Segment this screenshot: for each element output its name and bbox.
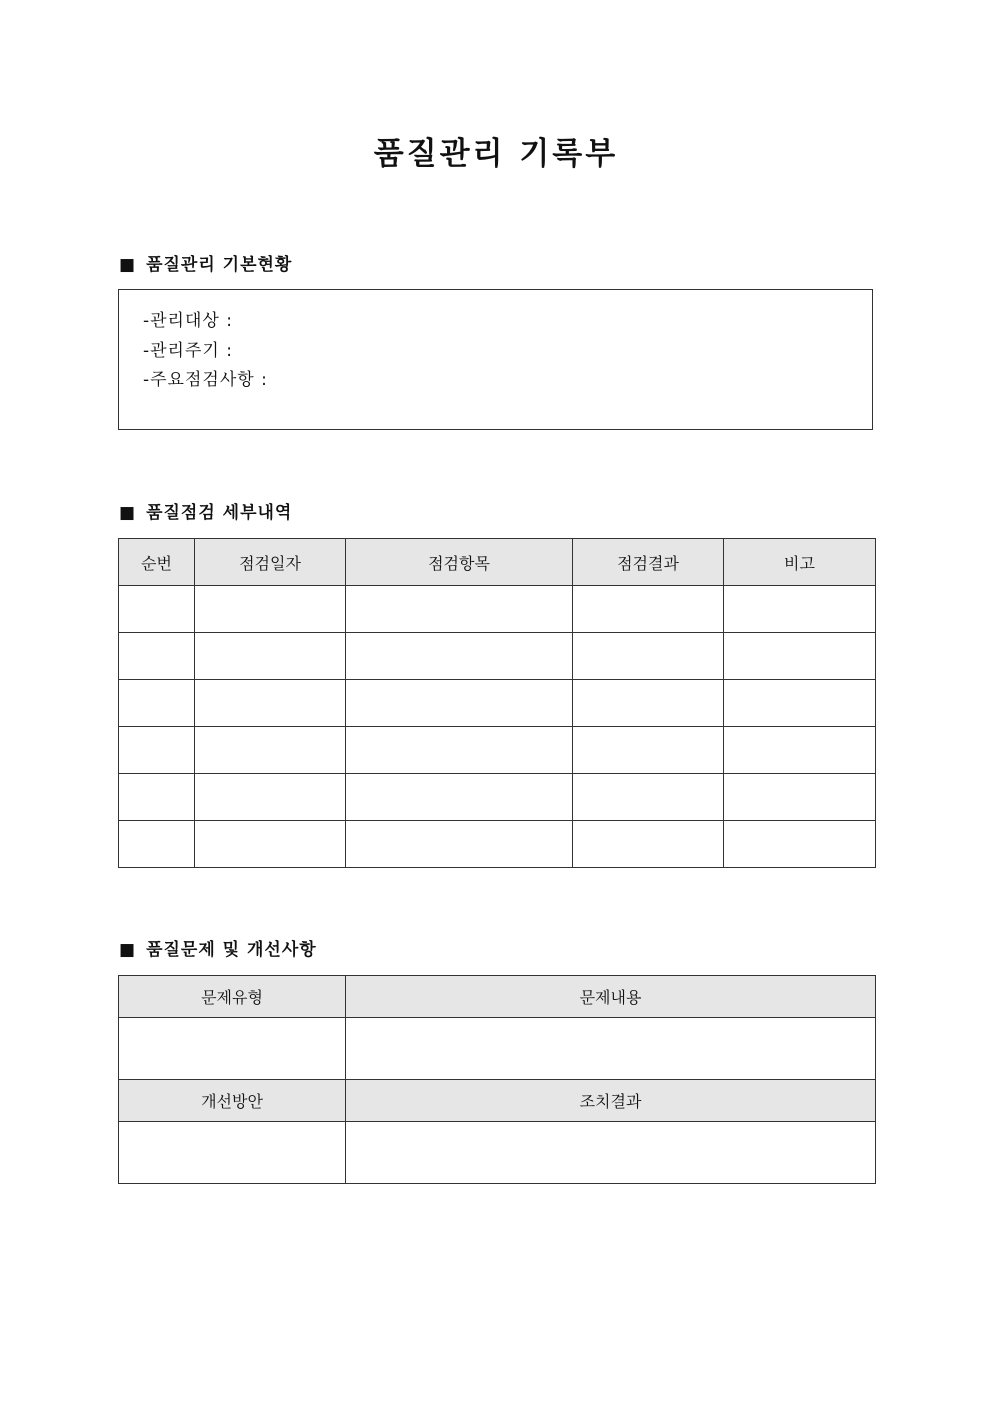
table-cell[interactable] <box>119 633 195 680</box>
column-header-number: 순번 <box>119 539 195 586</box>
info-line-target: -관리대상 : <box>143 311 233 331</box>
table-row <box>119 727 876 774</box>
table-cell[interactable] <box>724 727 876 774</box>
inspection-table <box>118 538 876 868</box>
table-cell[interactable] <box>119 680 195 727</box>
section-heading-basic-status <box>119 253 292 277</box>
table-cell[interactable] <box>724 633 876 680</box>
section-heading-text: 품질문제 및 개선사항 <box>146 940 317 960</box>
table-cell[interactable] <box>573 727 724 774</box>
table-cell[interactable] <box>195 633 346 680</box>
section-heading-inspection-details <box>119 501 292 525</box>
table-cell[interactable] <box>119 586 195 633</box>
table-row <box>119 586 876 633</box>
table-row <box>119 774 876 821</box>
table-cell[interactable] <box>346 586 573 633</box>
table-cell[interactable] <box>195 727 346 774</box>
table-cell[interactable] <box>346 821 573 868</box>
basic-status-box <box>118 289 873 430</box>
square-bullet-icon: ■ <box>119 255 137 275</box>
square-bullet-icon: ■ <box>119 940 137 960</box>
table-cell[interactable] <box>119 1122 346 1184</box>
table-cell[interactable] <box>346 1122 876 1184</box>
table-cell[interactable] <box>346 633 573 680</box>
info-line-cycle: -관리주기 : <box>143 340 233 361</box>
table-cell[interactable] <box>195 586 346 633</box>
section-heading-issues <box>119 938 317 962</box>
table-cell[interactable] <box>573 633 724 680</box>
document-title: 품질관리 기록부 <box>373 136 619 172</box>
table-header-row <box>119 539 876 586</box>
table-cell[interactable] <box>724 680 876 727</box>
table-row <box>119 633 876 680</box>
column-header-improvement-plan: 개선방안 <box>119 1080 346 1122</box>
column-header-action-result: 조치결과 <box>346 1080 876 1122</box>
column-header-date: 점검일자 <box>195 539 346 586</box>
section-heading-text: 품질점검 세부내역 <box>146 503 293 523</box>
column-header-issue-content: 문제내용 <box>346 976 876 1018</box>
info-line-key-items: -주요점검사항 : <box>143 370 268 390</box>
table-cell[interactable] <box>119 774 195 821</box>
column-header-remarks: 비고 <box>724 539 876 586</box>
table-row <box>119 1122 876 1184</box>
column-header-issue-type: 문제유형 <box>119 976 346 1018</box>
table-cell[interactable] <box>346 727 573 774</box>
table-cell[interactable] <box>724 774 876 821</box>
table-cell[interactable] <box>346 774 573 821</box>
square-bullet-icon: ■ <box>119 503 137 523</box>
table-cell[interactable] <box>119 727 195 774</box>
table-cell[interactable] <box>119 821 195 868</box>
column-header-result: 점검결과 <box>573 539 724 586</box>
column-header-item: 점검항목 <box>346 539 573 586</box>
table-cell[interactable] <box>724 586 876 633</box>
issues-table <box>118 975 876 1184</box>
table-row <box>119 1018 876 1080</box>
section-heading-text: 품질관리 기본현황 <box>146 255 293 275</box>
table-row <box>119 821 876 868</box>
table-cell[interactable] <box>195 680 346 727</box>
table-cell[interactable] <box>573 586 724 633</box>
table-cell[interactable] <box>724 821 876 868</box>
table-cell[interactable] <box>346 680 573 727</box>
table-header-row <box>119 976 876 1018</box>
table-cell[interactable] <box>195 774 346 821</box>
table-cell[interactable] <box>573 821 724 868</box>
table-cell[interactable] <box>573 680 724 727</box>
table-cell[interactable] <box>195 821 346 868</box>
table-cell[interactable] <box>119 1018 346 1080</box>
table-row <box>119 680 876 727</box>
table-cell[interactable] <box>573 774 724 821</box>
table-cell[interactable] <box>346 1018 876 1080</box>
table-header-row <box>119 1080 876 1122</box>
